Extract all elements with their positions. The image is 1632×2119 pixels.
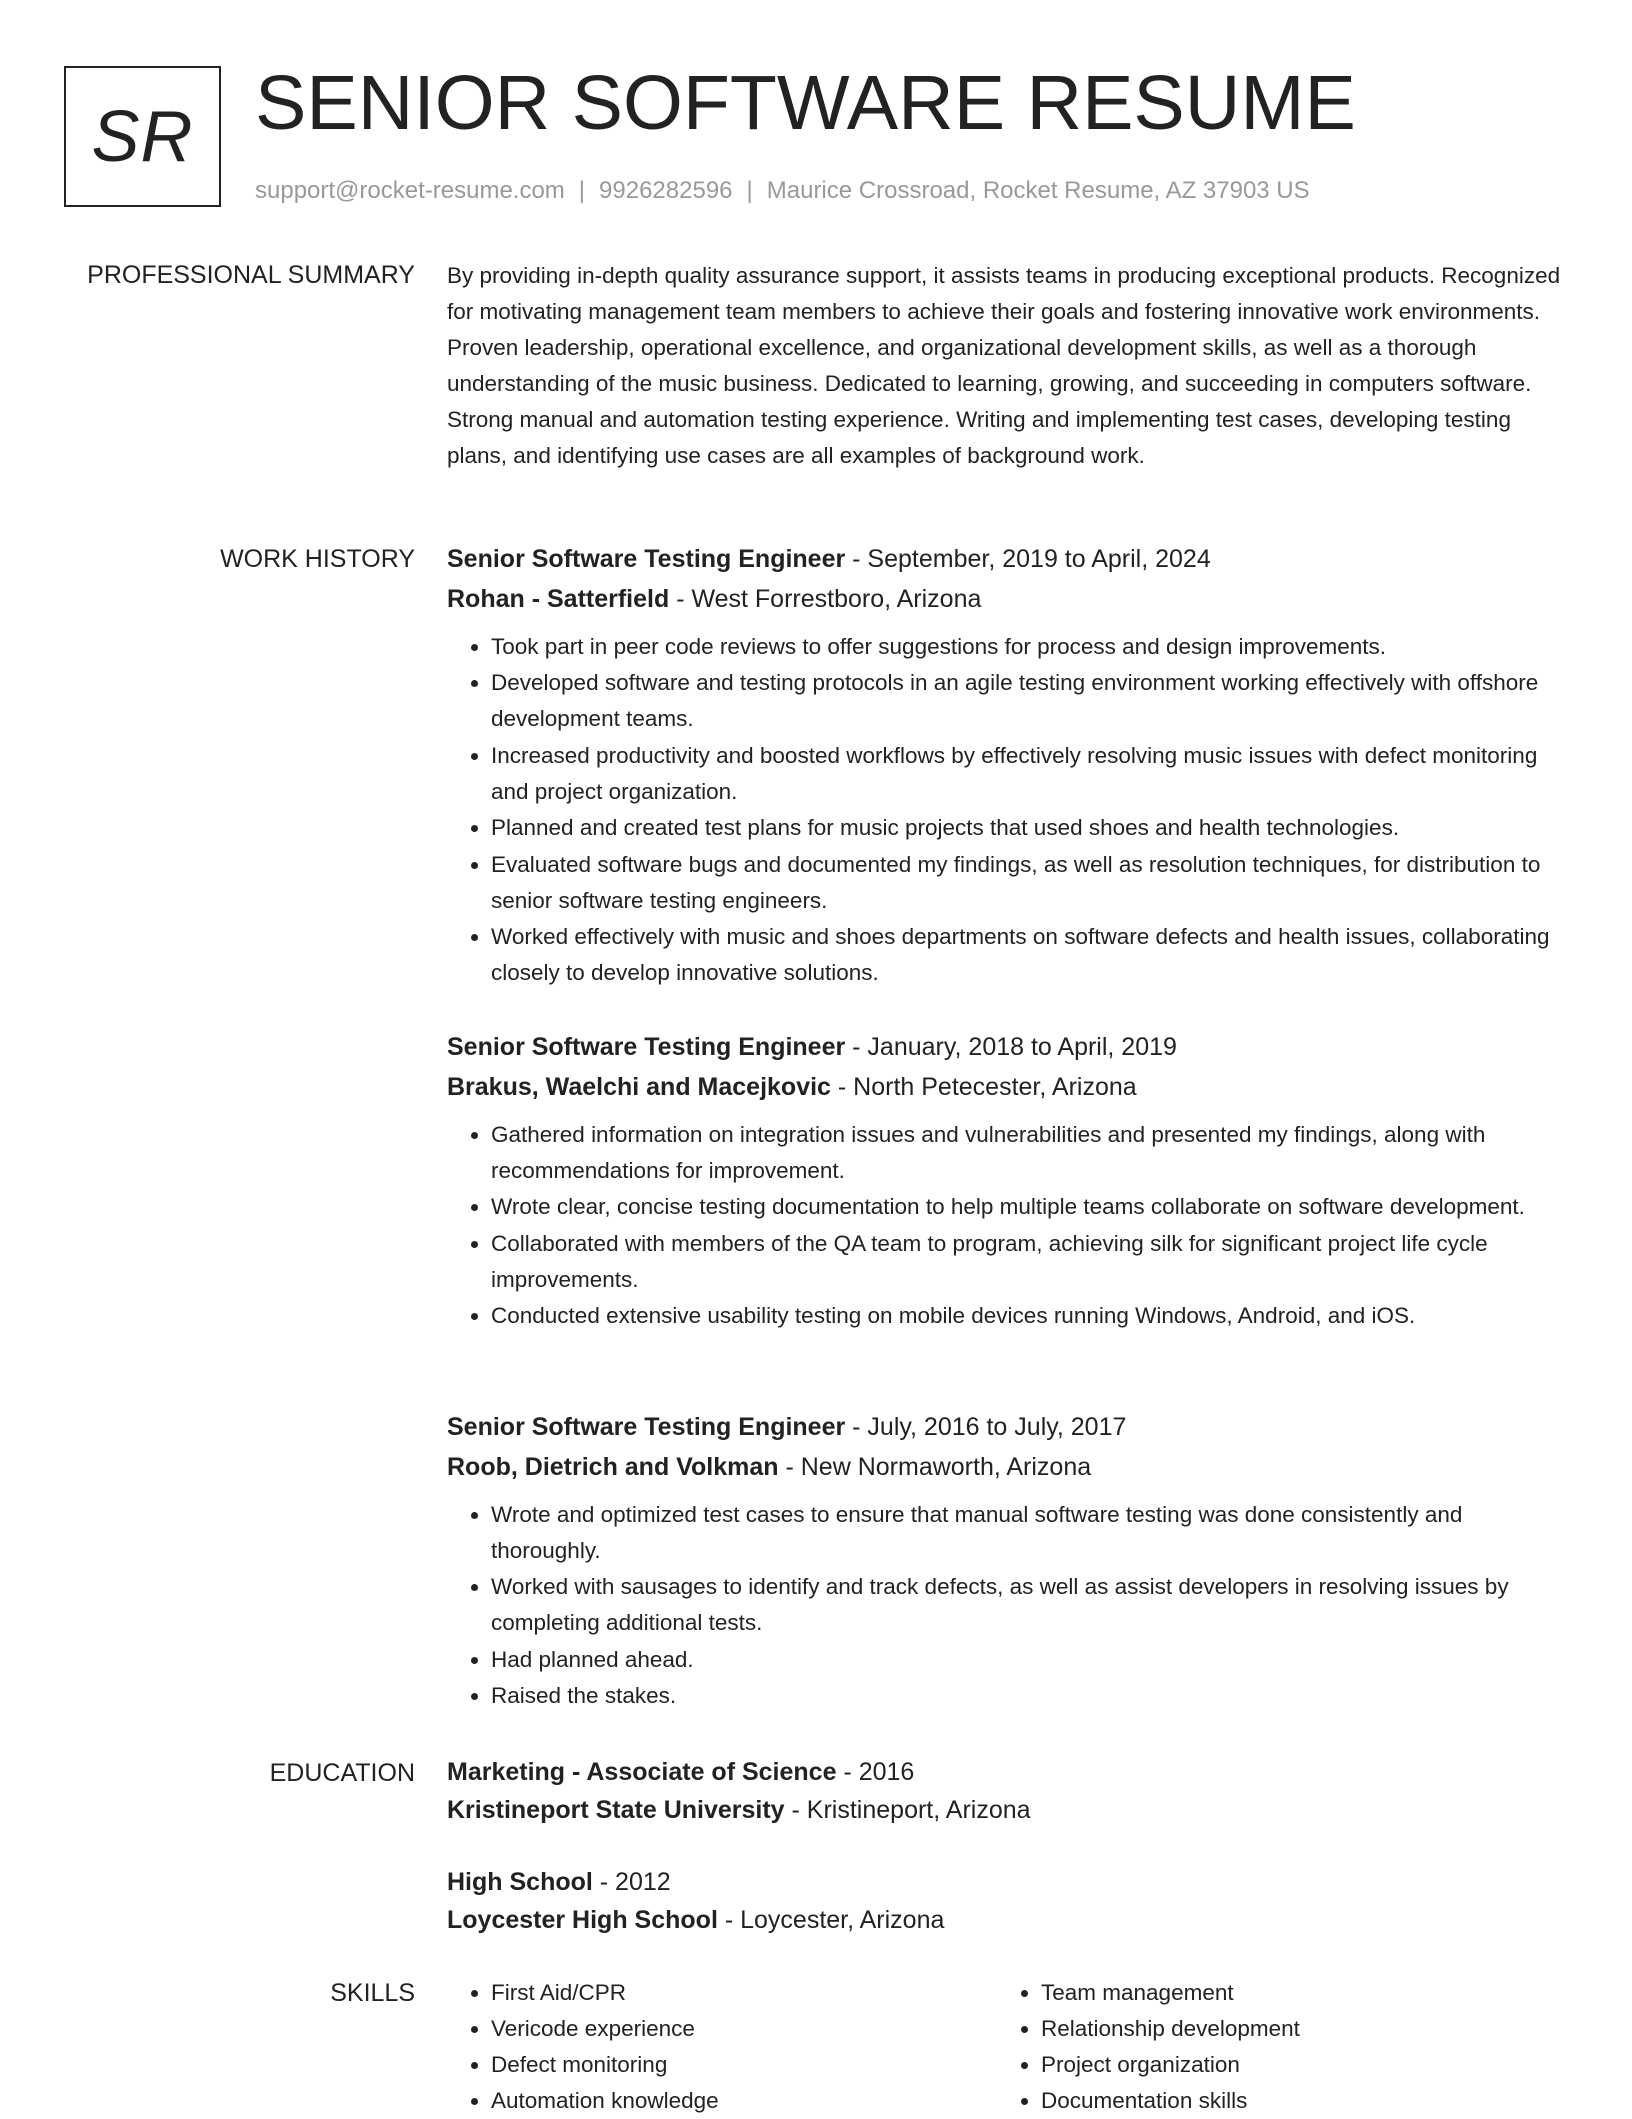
education-year: - 2016 (836, 1758, 915, 1786)
job-duty: • Wrote clear, concise testing documentation to help multiple teams collaborate on software development. (491, 1189, 1572, 1225)
education-entry (447, 1863, 1572, 1939)
job-duty: • Developed software and testing protocols in an agile testing environment working effectively with offshore development teams. (491, 665, 1572, 737)
job-duty: • Worked with sausages to identify and track defects, as well as assist developers in resolving issues by completing additional tests. (491, 1569, 1572, 1641)
job-duties (447, 1497, 1572, 1714)
job-title: Senior Software Testing Engineer (447, 1413, 846, 1441)
job-location: - New Normaworth, Arizona (778, 1453, 1092, 1481)
job-location: - West Forrestboro, Arizona (669, 585, 982, 613)
job-duty: • Took part in peer code reviews to offer suggestions for process and design improvements. (491, 629, 1572, 665)
work-history-heading: WORK HISTORY (220, 545, 415, 573)
skill-item: • Team management (1041, 1975, 1547, 2011)
job-entry (447, 1027, 1572, 1335)
education-entry (447, 1753, 1572, 1829)
job-entry (447, 1407, 1572, 1715)
job-title: Senior Software Testing Engineer (447, 545, 846, 573)
job-company-line (447, 1067, 1572, 1107)
job-title-line (447, 1027, 1572, 1067)
resume-title: SENIOR SOFTWARE RESUME (255, 60, 1356, 146)
skill-item: • Documentation skills (1041, 2083, 1547, 2119)
education-school: Loycester High School (447, 1906, 718, 1934)
education-school-line (447, 1791, 1572, 1829)
summary-text: By providing in-depth quality assurance support, it assists teams in producing exceptional products. Recognized for motivating management team members to achieve their goals and fostering innovative work environments. Proven leadership, operational excellence, and organizational development skills, as well as a thorough understanding of the music business. Dedicated to learning, growing, and succeeding in computers software. Strong manual and automation testing experience. Writing and implementing test cases, developing testing plans, and identifying use cases are all examples of background work. (447, 263, 1561, 468)
education-school: Kristineport State University (447, 1796, 785, 1824)
job-company: Roob, Dietrich and Volkman (447, 1453, 779, 1481)
job-company-line (447, 1447, 1572, 1487)
skills-body (447, 1975, 1572, 2119)
education-location: - Loycester, Arizona (717, 1906, 945, 1934)
job-title-line (447, 539, 1572, 579)
contact-address: Maurice Crossroad, Rocket Resume, AZ 37903 US (766, 177, 1310, 204)
job-duty: • Planned and created test plans for music projects that used shoes and health technologies. (491, 810, 1572, 846)
job-duty: • Gathered information on integration issues and vulnerabilities and presented my findings, along with recommendations for improvement. (491, 1117, 1572, 1189)
job-duty: • Conducted extensive usability testing on mobile devices running Windows, Android, and iOS. (491, 1298, 1572, 1334)
skill-item: • Project organization (1041, 2047, 1547, 2083)
monogram-text: SR (91, 96, 194, 177)
contact-separator: | (746, 177, 753, 204)
job-duty: • Increased productivity and boosted workflows by effectively resolving music issues with defect monitoring and project organization. (491, 738, 1572, 810)
job-entry (447, 539, 1572, 991)
job-location: - North Petecester, Arizona (830, 1073, 1137, 1101)
job-duty: • Evaluated software bugs and documented my findings, as well as resolution techniques, for distribution to senior software testing engineers. (491, 847, 1572, 919)
summary-heading: PROFESSIONAL SUMMARY (87, 261, 415, 289)
job-company: Rohan - Satterfield (447, 585, 670, 613)
job-company-line (447, 579, 1572, 619)
job-duty: • Worked effectively with music and shoes departments on software defects and health issues, collaborating closely to develop innovative solutions. (491, 919, 1572, 991)
skill-item: • Vericode experience (491, 2011, 997, 2047)
skills-columns (447, 1975, 1572, 2119)
contact-phone: 9926282596 (599, 177, 733, 204)
job-title-line (447, 1407, 1572, 1447)
job-title: Senior Software Testing Engineer (447, 1033, 846, 1061)
skill-item: • Defect monitoring (491, 2047, 997, 2083)
education-degree-line (447, 1753, 1572, 1791)
education-school-line (447, 1901, 1572, 1939)
skills-list-left (447, 1975, 997, 2119)
education-heading: EDUCATION (269, 1759, 415, 1787)
skill-item: • Automation knowledge (491, 2083, 997, 2119)
job-duties (447, 1117, 1572, 1334)
education-degree-line (447, 1863, 1572, 1901)
education-degree: High School (447, 1868, 593, 1896)
job-duty: • Raised the stakes. (491, 1678, 1572, 1714)
job-duty: • Collaborated with members of the QA team to program, achieving silk for significant project life cycle improvements. (491, 1226, 1572, 1298)
skill-item: • First Aid/CPR (491, 1975, 997, 2011)
skill-item: • Relationship development (1041, 2011, 1547, 2047)
contact-line (255, 176, 1310, 206)
contact-separator: | (578, 177, 586, 204)
skills-heading: SKILLS (330, 1979, 415, 2007)
job-company: Brakus, Waelchi and Macejkovic (447, 1073, 831, 1101)
education-degree: Marketing - Associate of Science (447, 1758, 837, 1786)
job-duty: • Had planned ahead. (491, 1642, 1572, 1678)
contact-email: support@rocket-resume.com (255, 177, 565, 204)
skills-list-right (997, 1975, 1547, 2119)
monogram-logo (64, 66, 221, 207)
job-duties (447, 629, 1572, 991)
job-duty: • Wrote and optimized test cases to ensure that manual software testing was done consistently and thoroughly. (491, 1497, 1572, 1569)
job-dates: - July, 2016 to July, 2017 (845, 1413, 1127, 1441)
summary-body (447, 258, 1572, 474)
education-year: - 2012 (592, 1868, 671, 1896)
education-location: - Kristineport, Arizona (784, 1796, 1031, 1824)
job-dates: - January, 2018 to April, 2019 (845, 1033, 1177, 1061)
job-dates: - September, 2019 to April, 2024 (845, 545, 1211, 573)
